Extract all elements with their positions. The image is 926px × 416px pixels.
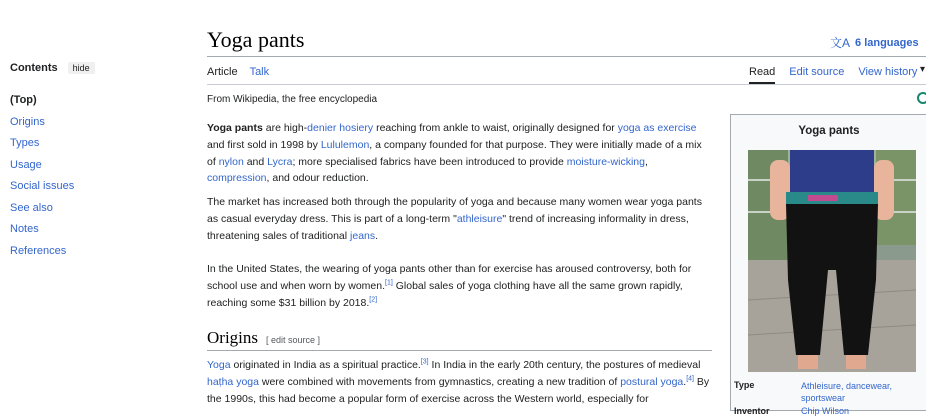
tab-talk[interactable]: Talk bbox=[249, 66, 270, 78]
infobox-title: Yoga pants bbox=[798, 125, 860, 137]
table-of-contents bbox=[10, 62, 170, 262]
link-athleisure[interactable]: athleisure bbox=[456, 212, 503, 225]
reference-2[interactable]: [2] bbox=[369, 296, 378, 304]
link-lululemon[interactable]: Lululemon bbox=[320, 138, 370, 151]
toc-item-top[interactable]: (Top) bbox=[10, 94, 37, 106]
paragraph-intro bbox=[207, 120, 712, 187]
infobox-photo[interactable] bbox=[748, 150, 916, 372]
toc-item-types[interactable]: Types bbox=[10, 137, 40, 149]
text: " trend of increasing informality in dress, threatening sales of traditional bbox=[207, 212, 689, 242]
green-circle-icon bbox=[917, 92, 926, 104]
link-denier[interactable]: denier bbox=[307, 122, 337, 134]
link-hosiery[interactable]: hosiery bbox=[339, 122, 374, 134]
text: were combined with movements from gymnastics, creating a new tradition of bbox=[258, 375, 621, 388]
toc-list bbox=[10, 90, 170, 262]
languages-button[interactable] bbox=[830, 34, 919, 51]
heading-text: Origins bbox=[207, 328, 258, 347]
namespace-tabs bbox=[207, 66, 269, 78]
toc-title: Contents bbox=[10, 62, 58, 74]
infobox-type-value[interactable]: Athleisure, dancewear, sportswear bbox=[801, 381, 893, 403]
text: are high- bbox=[262, 122, 308, 134]
languages-label: 6 languages bbox=[855, 36, 919, 49]
heading-divider bbox=[207, 350, 712, 351]
link-yoga-as-exercise[interactable]: yoga as exercise bbox=[617, 122, 697, 134]
toc-hide-button[interactable]: hide bbox=[68, 62, 95, 74]
infobox-inventor-value[interactable]: Chip Wilson bbox=[801, 406, 850, 416]
bold-term: Yoga pants bbox=[207, 122, 263, 134]
toc-item-see-also[interactable]: See also bbox=[10, 201, 53, 214]
toc-item-social-issues[interactable]: Social issues bbox=[10, 180, 75, 192]
text: In India in the early 20th century, the postures of medieval bbox=[428, 359, 701, 371]
toc-item-origins[interactable]: Origins bbox=[10, 115, 45, 128]
chevron-down-icon[interactable]: ▾ bbox=[920, 64, 926, 75]
photo-illustration bbox=[748, 150, 916, 372]
paragraph-origins bbox=[207, 357, 712, 407]
text: , bbox=[644, 155, 648, 168]
toc-item-references[interactable]: References bbox=[10, 244, 67, 257]
paragraph-controversy bbox=[207, 261, 712, 311]
link-jeans[interactable]: jeans bbox=[350, 229, 376, 242]
reference-3[interactable]: [3] bbox=[420, 358, 429, 366]
tab-read[interactable]: Read bbox=[749, 66, 775, 84]
paragraph-market bbox=[207, 194, 712, 244]
link-moisture-wicking[interactable]: moisture-wicking bbox=[566, 155, 645, 168]
translate-icon: 文A bbox=[830, 36, 851, 50]
title-divider bbox=[207, 56, 926, 57]
tab-view-history[interactable]: View history bbox=[858, 66, 918, 78]
text: . bbox=[683, 375, 687, 388]
page-title: Yoga pants bbox=[207, 27, 305, 52]
text: originated in India as a spiritual practice. bbox=[230, 359, 421, 371]
reference-1[interactable]: [1] bbox=[385, 279, 393, 287]
text: In the United States, the wearing of yoga pants other than for exercise has aroused controversy, both for school use and when worn by women. bbox=[207, 263, 692, 292]
text: and bbox=[243, 155, 268, 168]
view-tabs bbox=[749, 66, 917, 84]
tagline: From Wikipedia, the free encyclopedia bbox=[207, 94, 378, 105]
toc-item-notes[interactable]: Notes bbox=[10, 223, 39, 235]
infobox-inventor-label: Inventor bbox=[734, 406, 770, 416]
tabs-divider bbox=[207, 84, 926, 85]
text: . bbox=[375, 229, 379, 242]
edit-source-link[interactable]: [ edit source ] bbox=[266, 335, 321, 345]
link-hatha-yoga[interactable]: haṭha yoga bbox=[207, 375, 259, 388]
link-nylon[interactable]: nylon bbox=[218, 155, 244, 168]
text: ; more specialised fabrics have been introduced to provide bbox=[292, 155, 567, 168]
reference-4[interactable]: [4] bbox=[686, 375, 694, 383]
text: reaching from ankle to waist, originally designed for bbox=[373, 122, 618, 134]
text: , a company founded for that purpose. They were initially made of a mix of bbox=[207, 138, 702, 168]
text: , and odour reduction. bbox=[266, 172, 369, 185]
link-compression[interactable]: compression bbox=[207, 172, 267, 185]
toc-header bbox=[10, 62, 170, 74]
section-heading-origins bbox=[207, 328, 320, 348]
link-postural-yoga[interactable]: postural yoga bbox=[620, 375, 684, 388]
text: and first sold in 1998 by bbox=[207, 138, 321, 151]
infobox-type-label: Type bbox=[734, 380, 755, 390]
text: Global sales of yoga clothing have all the same grown rapidly, reaching some $31 billion by 2018. bbox=[207, 279, 683, 309]
tab-edit-source[interactable]: Edit source bbox=[789, 66, 845, 78]
text: The market has increased both through the popularity of yoga and because many women wear yoga pants as casual everyday dress. This is part of a long-term " bbox=[207, 196, 702, 225]
infobox bbox=[730, 114, 926, 416]
tab-article[interactable]: Article bbox=[207, 66, 238, 78]
link-lycra[interactable]: Lycra bbox=[267, 155, 293, 168]
text: By the 1990s, this had become a popular form of exercise across the Western world, especially for bbox=[207, 375, 710, 405]
link-yoga[interactable]: Yoga bbox=[207, 359, 231, 371]
toc-item-usage[interactable]: Usage bbox=[10, 158, 42, 171]
